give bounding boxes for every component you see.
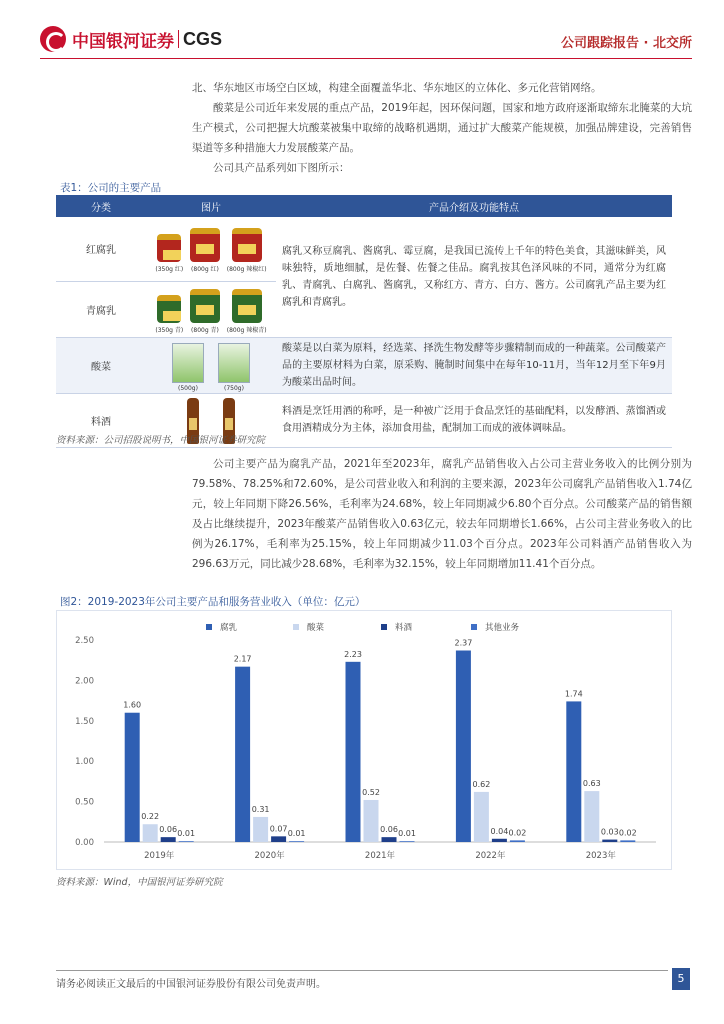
y-tick-label: 0.00: [75, 838, 94, 848]
data-label: 1.74: [564, 689, 583, 699]
legend-label: 酸菜: [307, 623, 325, 633]
data-label: 0.31: [251, 804, 270, 814]
products-table: [56, 195, 672, 448]
y-tick-label: 2.50: [75, 636, 94, 646]
bar: [143, 824, 158, 842]
data-label: 0.01: [287, 829, 306, 839]
row-category: 红腐乳: [56, 217, 146, 281]
data-label: 0.02: [508, 828, 527, 838]
row-description: 料酒是烹饪用酒的称呼，是一种被广泛用于食品烹饪的基础配料，以发酵酒、蒸馏酒或食用酒精成分为主体，添加食用盐，配制加工而成的液体调味品。: [276, 393, 672, 447]
red-tofu-jar-icon: [157, 234, 181, 262]
x-tick-label: 2023年: [585, 851, 616, 861]
bar: [125, 713, 140, 842]
legend-label: 料酒: [395, 623, 413, 633]
bar: [179, 841, 194, 842]
legend-swatch: [206, 624, 212, 630]
data-label: 0.01: [177, 829, 196, 839]
table-header-row: [56, 195, 672, 217]
header-description: 产品介绍及功能特点: [276, 195, 672, 217]
legend-swatch: [471, 624, 477, 630]
green-tofu-jar-icon: [232, 289, 262, 323]
x-tick-label: 2022年: [475, 851, 506, 861]
data-label: 0.63: [582, 779, 601, 789]
pickled-cabbage-bag-icon: [172, 343, 204, 383]
data-label: 0.01: [398, 829, 416, 839]
bar: [364, 800, 379, 842]
bar: [161, 837, 176, 842]
row-category: 料酒: [56, 393, 146, 447]
green-tofu-jar-icon: [157, 295, 181, 323]
legend-label: 腐乳: [220, 623, 238, 633]
bar: [253, 817, 268, 842]
company-name-en: CGS: [183, 28, 223, 49]
data-label: 0.03: [600, 827, 619, 837]
table-row: [56, 337, 672, 393]
table-row: [56, 217, 672, 281]
data-label: 0.04: [490, 826, 509, 836]
bar: [620, 840, 635, 842]
data-label: 2.37: [454, 638, 473, 648]
footer-disclaimer: 请务必阅读正文最后的中国银河证券股份有限公司免责声明。: [56, 979, 326, 990]
logo-mark-icon: [40, 26, 66, 52]
data-label: 0.22: [141, 812, 160, 822]
footer-divider: [56, 970, 668, 971]
row-description: 腐乳又称豆腐乳、酱腐乳、霉豆腐，是我国已流传上千年的特色美食，其滋味鲜美，风味独特，质地细腻，是佐餐、佐餐之佳品。腐乳按其色泽风味的不同，通常分为红腐乳、青腐乳、白腐乳、酱腐乳，又称红方、青方、白方、酱方。公司腐乳产品主要为红腐乳和青腐乳。: [276, 217, 672, 337]
paragraph-2: 酸菜是公司近年来发展的重点产品，2019年起，因环保问题，国家和地方政府逐渐取缔东北腌菜的大坑生产模式，公司把握大坑酸菜被集中取缔的战略机遇期，通过扩大酸菜产能规模，加强品牌建设，完善销售渠道等多种措施大力发展酸菜产品。: [192, 102, 692, 154]
data-label: 0.06: [159, 825, 178, 835]
y-tick-label: 1.50: [75, 716, 94, 727]
table-caption: 表1：公司的主要产品: [60, 182, 162, 194]
row-category: 酸菜: [56, 337, 146, 393]
revenue-bar-chart: [56, 610, 672, 870]
bar: [566, 701, 581, 842]
data-label: 0.52: [362, 787, 380, 797]
header-divider: [40, 58, 692, 59]
y-tick-label: 2.00: [75, 676, 94, 687]
data-label: 1.60: [123, 700, 142, 710]
company-name-cn: 中国银河证券: [72, 31, 174, 52]
product-images: (500g) (750g): [146, 337, 276, 393]
red-tofu-jar-icon: [232, 228, 262, 262]
bar: [400, 841, 415, 842]
product-images: (350g 青) (800g 青) (800g 辣椒青): [146, 281, 276, 337]
legend-label: 其他业务: [485, 623, 520, 633]
bar: [510, 840, 525, 842]
x-tick-label: 2019年: [144, 851, 175, 861]
data-label: 0.62: [472, 779, 491, 789]
green-tofu-jar-icon: [190, 289, 220, 323]
chart-caption: 图2：2019-2023年公司主要产品和服务营业收入（单位：亿元）: [60, 596, 366, 608]
header-image: 图片: [146, 195, 276, 217]
bar: [271, 836, 286, 842]
data-label: 2.23: [344, 649, 362, 659]
data-label: 0.02: [618, 828, 637, 838]
page-number: 5: [672, 968, 690, 990]
bar: [346, 662, 361, 842]
legend-swatch: [293, 624, 299, 630]
data-label: 0.07: [269, 824, 288, 834]
bar: [235, 667, 250, 842]
data-label: 2.17: [233, 654, 252, 664]
red-tofu-jar-icon: [190, 228, 220, 262]
report-type: 公司跟踪报告 · 北交所: [561, 36, 692, 51]
bar: [602, 840, 617, 842]
product-images: (350g 红) (800g 红) (800g 辣椒红): [146, 217, 276, 281]
x-tick-label: 2020年: [254, 851, 285, 861]
paragraph-4: 公司主要产品为腐乳产品，2021年至2023年，腐乳产品销售收入占公司主营业务收入的比例分别为79.58%、78.25%和72.60%，是公司营业收入和利润的主要来源，2023年公司腐乳产品销售收入1.74亿元，较上年同期下降26.56%，毛利率为24.68%，较上年同期减少6.80个百分点。公司酸菜产品的销售额及占比继续提升，2023年酸菜产品销售收入0.63亿元，较去年同期增长1.66%，占公司主营业务收入的比例为26.17%，毛利率为25.15%，较上年同期减少11.03个百分点。2023年公司料酒产品销售收入为296.63万元，同比减少28.68%，毛利率为32.15%，较上年同期增加11.41个百分点。: [192, 458, 692, 570]
bar: [456, 651, 471, 842]
bar: [474, 792, 489, 842]
logo-divider: [178, 30, 179, 48]
row-category: 青腐乳: [56, 281, 146, 337]
bar: [382, 837, 397, 842]
paragraph-3: 公司具产品系列如下图所示：: [213, 162, 350, 174]
bar: [289, 841, 304, 842]
data-label: 0.06: [380, 825, 398, 835]
bar: [492, 839, 507, 842]
paragraph-1: 北、华东地区市场空白区域，构建全面覆盖华北、华东地区的立体化、多元化营销网络。: [192, 82, 602, 94]
x-tick-label: 2021年: [364, 851, 396, 861]
pickled-cabbage-bag-icon: [218, 343, 250, 383]
row-description: 酸菜是以白菜为原料，经选菜、择洗生物发酵等步骤精制而成的一种蔬菜。公司酸菜产品的主要原材料为白菜，原采购、腌制时间集中在每年10-11月，当年12月至下年9月为酸菜出品时间。: [276, 337, 672, 393]
bar: [584, 791, 599, 842]
company-logo: [40, 26, 222, 52]
chart-source: 资料来源：Wind，中国银河证券研究院: [56, 877, 223, 888]
table-source: 资料来源：公司招股说明书，中国银河证券研究院: [56, 435, 266, 446]
y-tick-label: 1.00: [75, 757, 94, 768]
y-tick-label: 0.50: [75, 797, 94, 808]
legend-swatch: [381, 624, 387, 630]
header-category: 分类: [56, 195, 146, 217]
page-header: [0, 0, 724, 60]
